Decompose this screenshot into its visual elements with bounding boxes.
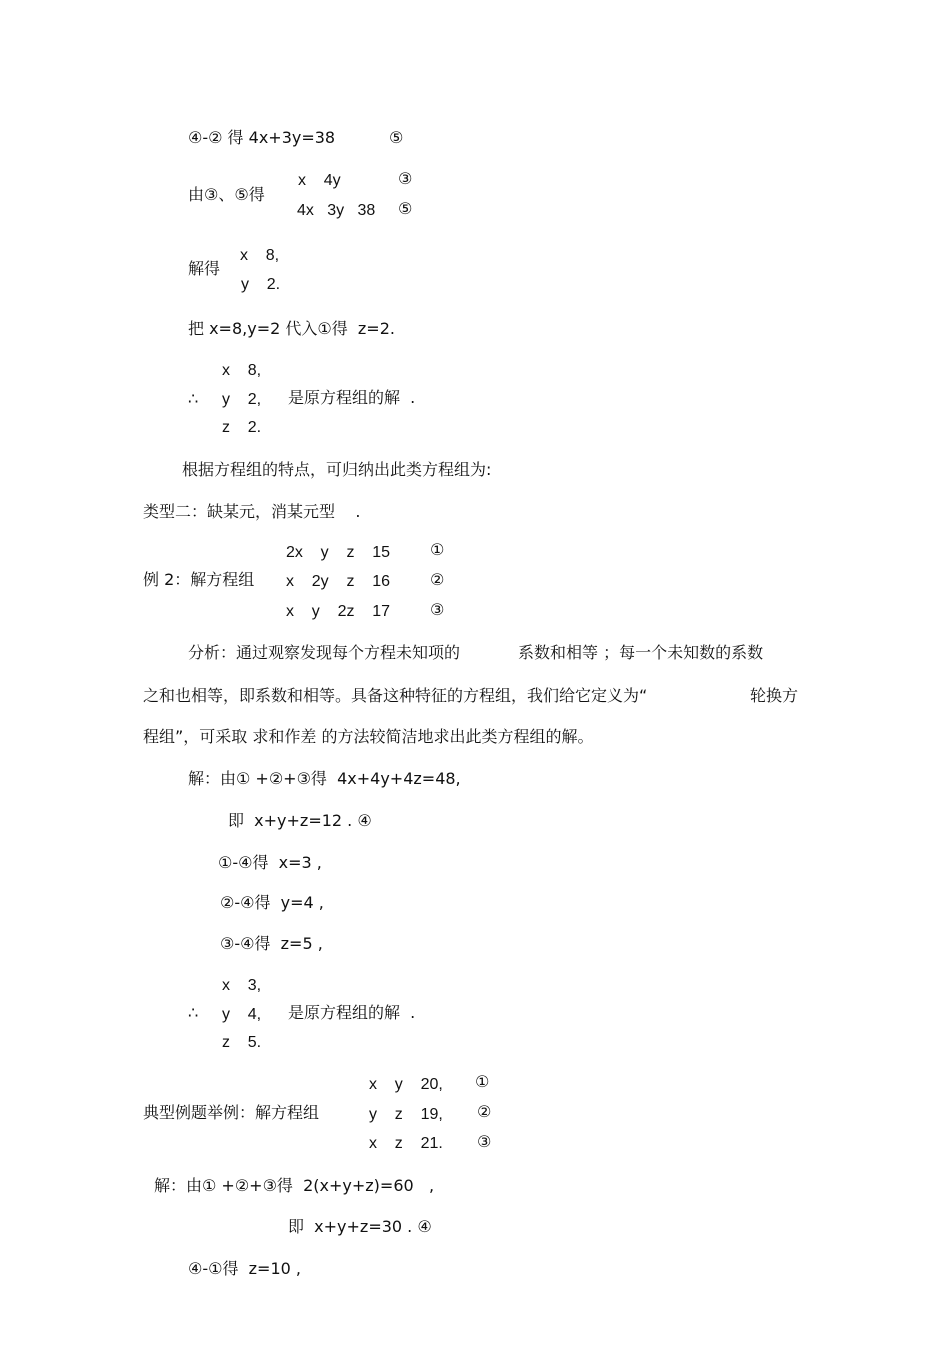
- solution-step: 即 x+y+z=12 . ④: [228, 811, 372, 830]
- system-row: x 8,: [240, 247, 280, 264]
- system-row: y z 19,: [369, 1106, 443, 1123]
- system-row-mark: ②: [430, 572, 445, 589]
- system-row: x 8,: [222, 362, 262, 379]
- system-row-mark: ①: [430, 542, 445, 559]
- example-2-label: 例 2：解方程组: [143, 570, 255, 589]
- equation-mark-5: ⑤: [389, 128, 404, 147]
- summary-paragraph: 根据方程组的特点，可归纳出此类方程组为:: [182, 460, 492, 479]
- solution-step: ②-④得 y=4 ,: [220, 893, 324, 912]
- system-row: 4x 3y 38: [297, 202, 376, 219]
- system-row: x z 21.: [369, 1135, 443, 1152]
- solution-label: 解得: [188, 259, 221, 278]
- solution-step: 解：由① +②+③得 4x+4y+4z=48,: [188, 769, 461, 788]
- system-row-mark: ③: [430, 602, 445, 619]
- solution-step: ①-④得 x=3 ,: [218, 853, 322, 872]
- typical-example-label: 典型例题举例：解方程组: [143, 1103, 320, 1122]
- system-row-mark: ⑤: [398, 201, 413, 218]
- system-row-mark: ②: [477, 1104, 492, 1121]
- system-row: 2x y z 15: [286, 544, 391, 561]
- analysis-line: 轮换方: [750, 686, 799, 705]
- system-row-mark: ①: [475, 1074, 490, 1091]
- step-4-minus-2: ④-② 得 4x+3y=38: [188, 128, 336, 147]
- analysis-line: 程组”，可采取 求和作差 的方法较简洁地求出此类方程组的解。: [143, 727, 594, 746]
- analysis-line: 系数和相等 ；每一个未知数的系数: [518, 643, 764, 662]
- system-row: z 5.: [222, 1034, 262, 1051]
- system-row: y 2.: [241, 276, 281, 293]
- conclusion-text: 是原方程组的解 .: [288, 388, 416, 407]
- conclusion-text: 是原方程组的解 .: [288, 1003, 416, 1022]
- system-row: y 2,: [222, 391, 262, 408]
- substitution-line: 把 x=8,y=2 代入①得 z=2.: [188, 319, 395, 338]
- system-row: z 2.: [222, 419, 262, 436]
- solution-step: 解：由① +②+③得 2(x+y+z)=60 ,: [154, 1176, 435, 1195]
- system-row: x 4y: [298, 172, 341, 189]
- system-row-mark: ③: [477, 1134, 492, 1151]
- analysis-line: 分析：通过观察发现每个方程未知项的: [188, 643, 461, 662]
- solution-step: ③-④得 z=5 ,: [220, 934, 323, 953]
- system-row-mark: ③: [398, 171, 413, 188]
- therefore-symbol: ∴: [188, 389, 199, 408]
- therefore-symbol: ∴: [188, 1003, 199, 1022]
- solution-step: 即 x+y+z=30 . ④: [288, 1217, 432, 1236]
- system-row: x 3,: [222, 977, 262, 994]
- system-label-3-5: 由③、⑤得: [188, 185, 265, 204]
- system-row: x y 2z 17: [286, 603, 391, 620]
- system-row: y 4,: [222, 1006, 262, 1023]
- solution-step: ④-①得 z=10 ,: [188, 1259, 301, 1278]
- type-two-heading: 类型二：缺某元，消某元型 .: [143, 502, 361, 521]
- system-row: x y 20,: [369, 1076, 443, 1093]
- analysis-line: 之和也相等，即系数和相等。具备这种特征的方程组，我们给它定义为“: [143, 686, 648, 705]
- system-row: x 2y z 16: [286, 573, 391, 590]
